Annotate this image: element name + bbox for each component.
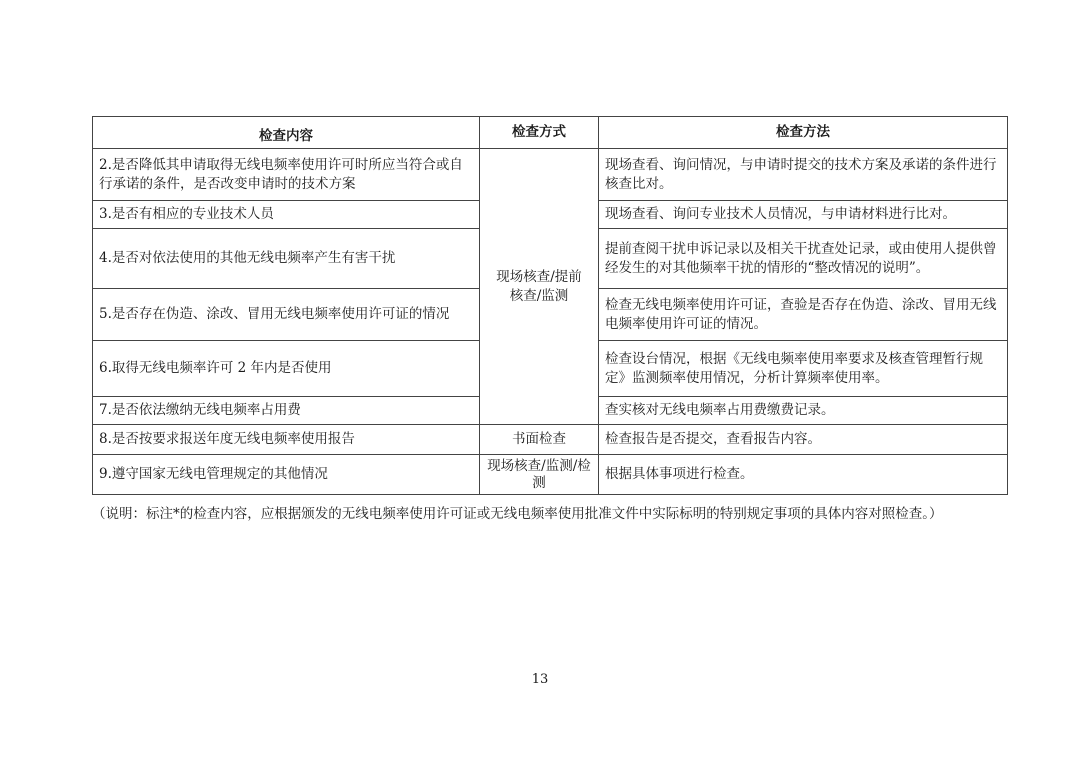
row-method: 现场查看、询问情况，与申请时提交的技术方案及承诺的条件进行核查比对。 bbox=[599, 149, 1008, 201]
row-method: 检查设台情况，根据《无线电频率使用率要求及核查管理暂行规定》监测频率使用情况，分析计算频率使用率。 bbox=[599, 341, 1008, 397]
row-method: 查实核对无线电频率占用费缴费记录。 bbox=[599, 397, 1008, 425]
row-way: 现场核查/监测/检测 bbox=[480, 455, 599, 495]
row-content: 2.是否降低其申请取得无线电频率使用许可时所应当符合或自行承诺的条件，是否改变申请时的技术方案 bbox=[93, 149, 480, 201]
row-method: 提前查阅干扰申诉记录以及相关干扰查处记录，或由使用人提供曾经发生的对其他频率干扰的情形的“整改情况的说明”。 bbox=[599, 229, 1008, 289]
table-header-row bbox=[93, 117, 1008, 149]
row-method: 现场查看、询问专业技术人员情况，与申请材料进行比对。 bbox=[599, 201, 1008, 229]
row-content: 8.是否按要求报送年度无线电频率使用报告 bbox=[93, 425, 480, 455]
table-row bbox=[93, 425, 1008, 455]
row-content: 6.取得无线电频率许可 2 年内是否使用 bbox=[93, 341, 480, 397]
header-way: 检查方式 bbox=[480, 117, 599, 149]
table-row bbox=[93, 149, 1008, 201]
merged-way-cell: 现场核查/提前核查/监测 bbox=[480, 149, 599, 425]
row-content: 3.是否有相应的专业技术人员 bbox=[93, 201, 480, 229]
row-method: 根据具体事项进行检查。 bbox=[599, 455, 1008, 495]
row-content: 7.是否依法缴纳无线电频率占用费 bbox=[93, 397, 480, 425]
page-number: 13 bbox=[531, 672, 549, 687]
row-way: 书面检查 bbox=[480, 425, 599, 455]
header-content: 检查内容 bbox=[93, 117, 480, 149]
row-method: 检查无线电频率使用许可证，查验是否存在伪造、涂改、冒用无线电频率使用许可证的情况。 bbox=[599, 289, 1008, 341]
row-content: 9.遵守国家无线电管理规定的其他情况 bbox=[93, 455, 480, 495]
table-note: （说明：标注*的检查内容，应根据颁发的无线电频率使用许可证或无线电频率使用批准文件中实际标明的特别规定事项的具体内容对照检查。） bbox=[92, 506, 943, 522]
row-content: 4.是否对依法使用的其他无线电频率产生有害干扰 bbox=[93, 229, 480, 289]
header-method: 检查方法 bbox=[599, 117, 1008, 149]
row-content: 5.是否存在伪造、涂改、冒用无线电频率使用许可证的情况 bbox=[93, 289, 480, 341]
row-method: 检查报告是否提交，查看报告内容。 bbox=[599, 425, 1008, 455]
table-row bbox=[93, 455, 1008, 495]
inspection-table bbox=[92, 116, 1008, 495]
